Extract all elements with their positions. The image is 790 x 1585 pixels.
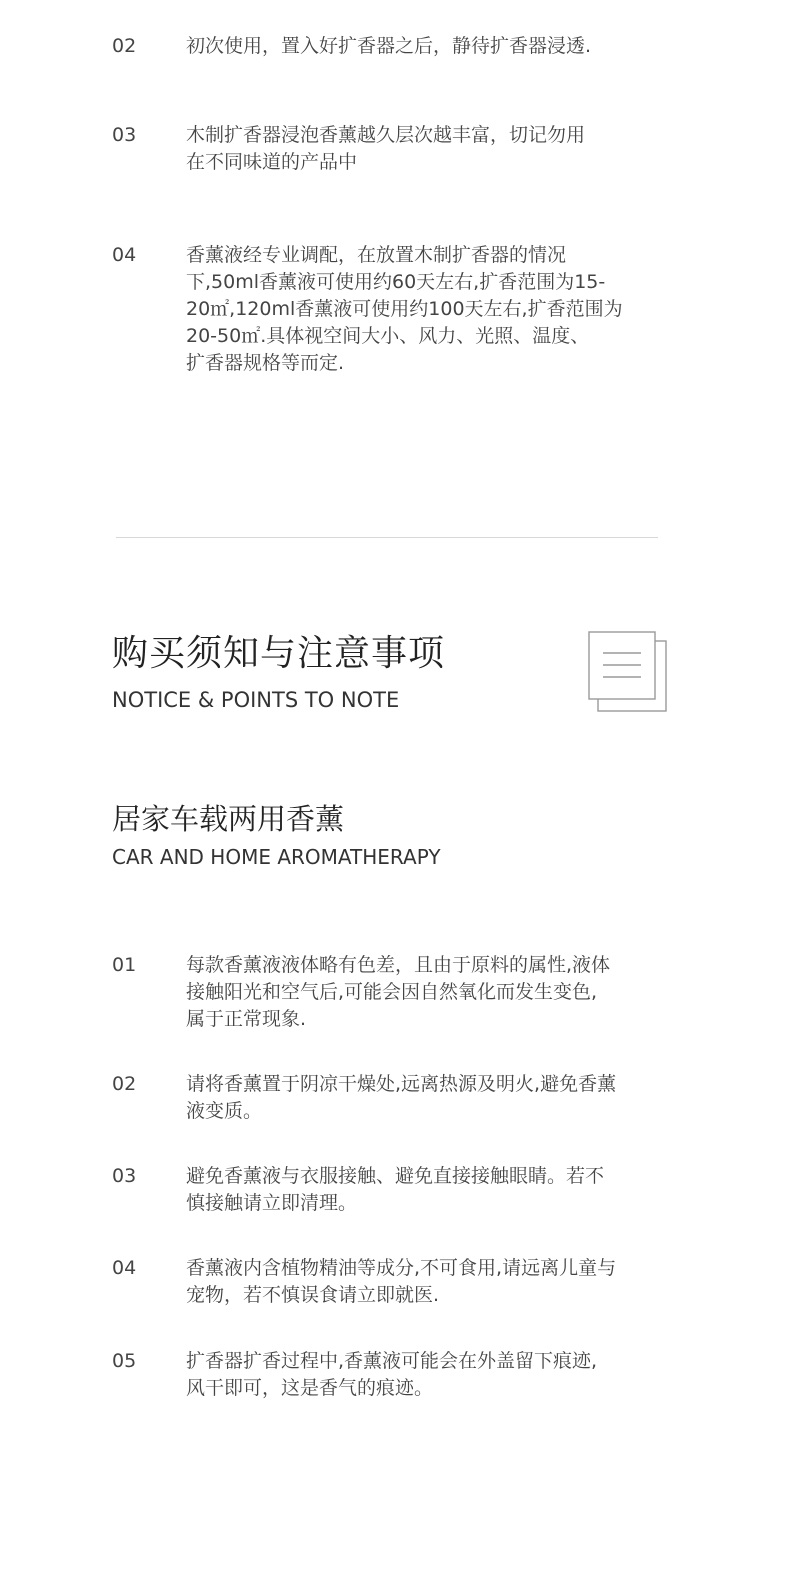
notice-item-text: 香薰液内含植物精油等成分,不可食用,请远离儿童与 宠物，若不慎误食请立即就医. (186, 1257, 617, 1306)
usage-item-number: 04 (112, 244, 137, 266)
usage-item-number: 03 (112, 124, 137, 146)
document-icon (586, 629, 670, 715)
notice-item-number: 02 (112, 1073, 137, 1095)
notice-item-text: 每款香薰液液体略有色差，且由于原料的属性,液体 接触阳光和空气后,可能会因自然氧化而发生变色, 属于正常现象. (186, 954, 611, 1030)
notice-item-text: 扩香器扩香过程中,香薰液可能会在外盖留下痕迹, 风干即可，这是香气的痕迹。 (186, 1350, 598, 1399)
notice-title-en: NOTICE & POINTS TO NOTE (112, 688, 400, 712)
notice-item-number: 03 (112, 1165, 137, 1187)
notice-item-number: 04 (112, 1257, 137, 1279)
notice-item-text: 避免香薰液与衣服接触、避免直接接触眼睛。若不 慎接触请立即清理。 (186, 1165, 605, 1214)
usage-item-text: 香薰液经专业调配，在放置木制扩香器的情况 下,50ml香薰液可使用约60天左右,扩香范围为15- 20㎡,120ml香薰液可使用约100天左右,扩香范围为 20-50㎡.具体视空间大小、风力、光照、温度、 扩香器规格等而定. (186, 244, 623, 374)
notice-item-number: 05 (112, 1350, 137, 1372)
usage-item-number: 02 (112, 35, 137, 57)
notice-title-cn: 购买须知与注意事项 (112, 633, 446, 674)
notice-item-text: 请将香薰置于阴凉干燥处,远离热源及明火,避免香薰 液变质。 (186, 1073, 617, 1122)
usage-item-text: 初次使用，置入好扩香器之后，静待扩香器浸透. (186, 35, 592, 57)
section-divider (116, 537, 658, 538)
notice-item-number: 01 (112, 954, 137, 976)
usage-item-text: 木制扩香器浸泡香薰越久层次越丰富，切记勿用 在不同味道的产品中 (186, 124, 586, 173)
product-title-en: CAR AND HOME AROMATHERAPY (112, 845, 441, 869)
product-title-cn: 居家车载两用香薰 (112, 802, 345, 836)
